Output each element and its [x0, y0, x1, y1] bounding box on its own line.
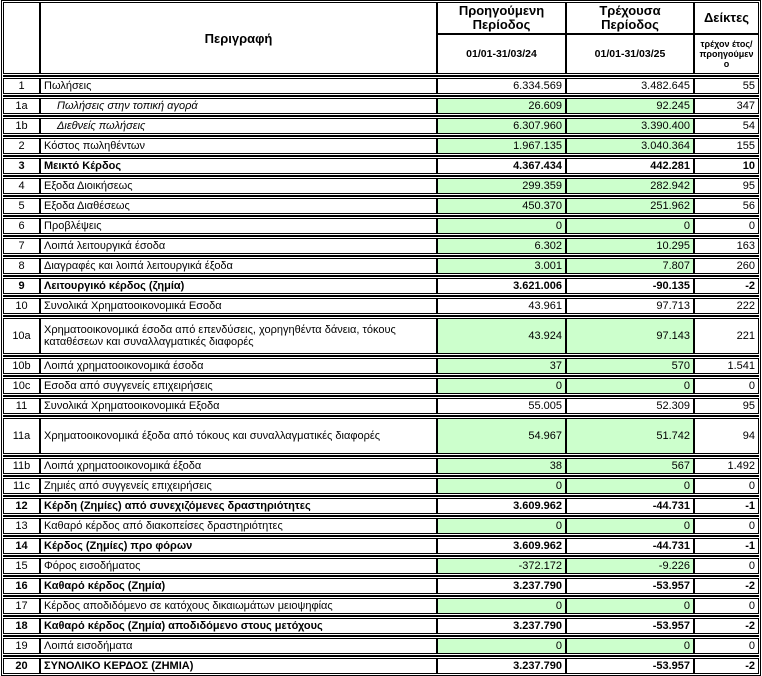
- value-index: 0: [695, 639, 758, 653]
- value-previous-period: 0: [438, 379, 565, 393]
- row-description: Καθαρό κέρδος (Ζημία) αποδιδόμενο στους μετόχους: [41, 619, 436, 633]
- row-description: Λοιπά λειτουργικά έσοδα: [41, 239, 436, 253]
- value-previous-period: 3.609.962: [438, 539, 565, 553]
- value-index: -2: [695, 279, 758, 293]
- row-description: Πωλήσεις στην τοπική αγορά: [41, 99, 436, 113]
- row-number: 11b: [4, 459, 39, 473]
- row-number: 7: [4, 239, 39, 253]
- value-current-period: 3.390.400: [567, 119, 693, 133]
- table-row: [3, 278, 759, 294]
- value-previous-period: 37: [438, 359, 565, 373]
- row-number: 2: [4, 139, 39, 153]
- value-current-period: 0: [567, 519, 693, 533]
- value-index: 221: [695, 319, 758, 353]
- value-previous-period: 43.924: [438, 319, 565, 353]
- value-previous-period: 3.237.790: [438, 659, 565, 673]
- table-row: [3, 398, 759, 414]
- value-index: 0: [695, 559, 758, 573]
- value-index: 0: [695, 219, 758, 233]
- row-separator: [3, 615, 759, 617]
- row-description: Κόστος πωληθέντων: [41, 139, 436, 153]
- row-number: 10b: [4, 359, 39, 373]
- row-description: ΣΥΝΟΛΙΚΟ ΚΕΡΔΟΣ (ΖΗΜΙΑ): [41, 659, 436, 673]
- row-description: Χρηματοοικονομικά έσοδα από επενδύσεις, χορηγηθέντα δάνεια, τόκους καταθέσεων και συναλλαγματικές διαφορές: [41, 319, 436, 353]
- row-description: Ζημιές από συγγενείς επιχειρήσεις: [41, 479, 436, 493]
- value-current-period: 0: [567, 479, 693, 493]
- value-current-period: 282.942: [567, 179, 693, 193]
- table-row: [3, 658, 759, 674]
- table-row: [3, 378, 759, 394]
- value-current-period: 567: [567, 459, 693, 473]
- value-index: 0: [695, 519, 758, 533]
- row-separator: [3, 455, 759, 457]
- row-separator: [3, 255, 759, 257]
- row-number: 10: [4, 299, 39, 313]
- row-description: Συνολικά Χρηματοοικονομικά Εσοδα: [41, 299, 436, 313]
- row-description: Λειτουργικό κέρδος (ζημία): [41, 279, 436, 293]
- indices-title: Δείκτες: [703, 10, 750, 25]
- row-description: Λοιπά χρηματοοικονομικά έξοδα: [41, 459, 436, 473]
- value-current-period: 97.143: [567, 319, 693, 353]
- row-separator: [3, 235, 759, 237]
- header-indices: [695, 3, 758, 73]
- value-previous-period: 299.359: [438, 179, 565, 193]
- value-index: 94: [695, 419, 758, 453]
- value-current-period: 97.713: [567, 299, 693, 313]
- indices-subtitle: τρέχον έτος/προηγούμενο: [699, 39, 754, 69]
- value-previous-period: 3.237.790: [438, 579, 565, 593]
- table-row: [3, 298, 759, 314]
- row-number: 1: [4, 79, 39, 93]
- value-current-period: 52.309: [567, 399, 693, 413]
- row-description: Μεικτό Κέρδος: [41, 159, 436, 173]
- value-previous-period: 38: [438, 459, 565, 473]
- row-number: 8: [4, 259, 39, 273]
- current-period-title: Τρέχουσα Περίοδος: [599, 3, 661, 32]
- value-index: 163: [695, 239, 758, 253]
- row-separator: [3, 515, 759, 517]
- row-number: 6: [4, 219, 39, 233]
- value-current-period: 0: [567, 379, 693, 393]
- table-row: [3, 478, 759, 494]
- row-separator: [3, 375, 759, 377]
- value-current-period: 51.742: [567, 419, 693, 453]
- value-current-period: -90.135: [567, 279, 693, 293]
- value-current-period: 3.040.364: [567, 139, 693, 153]
- row-separator: [3, 595, 759, 597]
- row-separator: [3, 575, 759, 577]
- table-row: [3, 598, 759, 614]
- table-row: [3, 158, 759, 174]
- row-description: Διεθνείς πωλήσεις: [41, 119, 436, 133]
- value-previous-period: 3.621.006: [438, 279, 565, 293]
- value-index: 1.541: [695, 359, 758, 373]
- row-description: Εσοδα από συγγενείς επιχειρήσεις: [41, 379, 436, 393]
- value-previous-period: 450.370: [438, 199, 565, 213]
- value-previous-period: 0: [438, 219, 565, 233]
- value-index: 10: [695, 159, 758, 173]
- value-index: 260: [695, 259, 758, 273]
- table-row: [3, 178, 759, 194]
- value-previous-period: 3.237.790: [438, 619, 565, 633]
- row-description: Λοιπά χρηματοοικονομικά έσοδα: [41, 359, 436, 373]
- value-current-period: -44.731: [567, 499, 693, 513]
- row-separator: [3, 135, 759, 137]
- previous-period-title: Προηγούμενη Περίοδος: [458, 3, 545, 32]
- row-separator: [3, 215, 759, 217]
- value-index: 347: [695, 99, 758, 113]
- table-row: [3, 198, 759, 214]
- row-number: 17: [4, 599, 39, 613]
- row-number: 15: [4, 559, 39, 573]
- row-separator: [3, 275, 759, 277]
- table-row: [3, 558, 759, 574]
- value-index: 0: [695, 599, 758, 613]
- value-index: -2: [695, 659, 758, 673]
- value-previous-period: 6.307.960: [438, 119, 565, 133]
- income-statement-table: [1, 0, 761, 676]
- header-previous-period: [438, 3, 565, 73]
- table-row: [3, 138, 759, 154]
- table-row: [3, 498, 759, 514]
- row-separator: [3, 475, 759, 477]
- value-index: -1: [695, 499, 758, 513]
- row-description: Κέρδος (Ζημίες) προ φόρων: [41, 539, 436, 553]
- row-separator: [3, 535, 759, 537]
- row-description: Εξοδα Διοικήσεως: [41, 179, 436, 193]
- table-row: [3, 258, 759, 274]
- table-row: [3, 418, 759, 454]
- row-number: 4: [4, 179, 39, 193]
- value-index: 95: [695, 399, 758, 413]
- row-separator: [3, 295, 759, 297]
- header-row-number-cell: [4, 3, 39, 73]
- row-description: Λοιπά εισοδήματα: [41, 639, 436, 653]
- table-row: [3, 578, 759, 594]
- value-current-period: 251.962: [567, 199, 693, 213]
- row-description: Προβλέψεις: [41, 219, 436, 233]
- row-number: 20: [4, 659, 39, 673]
- table-body: [3, 75, 759, 674]
- table-row: [3, 78, 759, 94]
- row-number: 11: [4, 399, 39, 413]
- value-previous-period: 55.005: [438, 399, 565, 413]
- value-current-period: -53.957: [567, 659, 693, 673]
- value-current-period: 442.281: [567, 159, 693, 173]
- value-previous-period: 3.609.962: [438, 499, 565, 513]
- row-separator: [3, 495, 759, 497]
- value-current-period: 3.482.645: [567, 79, 693, 93]
- value-index: 95: [695, 179, 758, 193]
- row-description: Καθαρό κέρδος από διακοπείσες δραστηριότητες: [41, 519, 436, 533]
- table-row: [3, 118, 759, 134]
- value-previous-period: 54.967: [438, 419, 565, 453]
- table-row: [3, 318, 759, 354]
- value-previous-period: 43.961: [438, 299, 565, 313]
- row-separator: [3, 115, 759, 117]
- row-number: 16: [4, 579, 39, 593]
- row-description: Διαγραφές και λοιπά λειτουργικά έξοδα: [41, 259, 436, 273]
- row-description: Χρηματοοικονομικά έξοδα από τόκους και συναλλαγματικές διαφορές: [41, 419, 436, 453]
- value-previous-period: 0: [438, 519, 565, 533]
- row-description: Εξοδα Διαθέσεως: [41, 199, 436, 213]
- value-current-period: -53.957: [567, 579, 693, 593]
- value-index: 55: [695, 79, 758, 93]
- value-index: -1: [695, 539, 758, 553]
- row-number: 1b: [4, 119, 39, 133]
- row-number: 14: [4, 539, 39, 553]
- row-description: Κέρδη (Ζημίες) από συνεχιζόμενες δραστηριότητες: [41, 499, 436, 513]
- row-description: Φόρος εισοδήματος: [41, 559, 436, 573]
- row-separator: [3, 195, 759, 197]
- row-number: 11c: [4, 479, 39, 493]
- table-row: [3, 618, 759, 634]
- row-description: Συνολικά Χρηματοοικονομικά Εξοδα: [41, 399, 436, 413]
- table-row: [3, 538, 759, 554]
- row-number: 11a: [4, 419, 39, 453]
- value-current-period: 92.245: [567, 99, 693, 113]
- row-number: 3: [4, 159, 39, 173]
- value-previous-period: -372.172: [438, 559, 565, 573]
- row-number: 19: [4, 639, 39, 653]
- value-index: 54: [695, 119, 758, 133]
- row-separator: [3, 95, 759, 97]
- value-previous-period: 6.334.569: [438, 79, 565, 93]
- row-number: 5: [4, 199, 39, 213]
- row-number: 12: [4, 499, 39, 513]
- row-description: Πωλήσεις: [41, 79, 436, 93]
- header-description: Περιγραφή: [41, 3, 436, 73]
- value-current-period: 10.295: [567, 239, 693, 253]
- header-current-period: [567, 3, 693, 73]
- value-current-period: 0: [567, 599, 693, 613]
- row-description: Καθαρό κέρδος (Ζημία): [41, 579, 436, 593]
- table-row: [3, 98, 759, 114]
- value-current-period: -44.731: [567, 539, 693, 553]
- table-row: [3, 518, 759, 534]
- value-current-period: 0: [567, 219, 693, 233]
- table-row: [3, 638, 759, 654]
- value-current-period: -9.226: [567, 559, 693, 573]
- row-separator: [3, 415, 759, 417]
- table-row: [3, 238, 759, 254]
- value-index: -2: [695, 619, 758, 633]
- table-row: [3, 358, 759, 374]
- value-previous-period: 26.609: [438, 99, 565, 113]
- value-previous-period: 4.367.434: [438, 159, 565, 173]
- row-separator: [3, 555, 759, 557]
- row-description: Κέρδος αποδιδόμενο σε κατόχους δικαιωμάτων μειοψηφίας: [41, 599, 436, 613]
- row-number: 18: [4, 619, 39, 633]
- row-separator: [3, 175, 759, 177]
- value-current-period: 0: [567, 639, 693, 653]
- value-previous-period: 1.967.135: [438, 139, 565, 153]
- row-separator: [3, 155, 759, 157]
- value-current-period: 7.807: [567, 259, 693, 273]
- row-separator: [3, 315, 759, 317]
- row-separator: [3, 655, 759, 657]
- row-separator: [3, 635, 759, 637]
- row-separator: [3, 395, 759, 397]
- row-number: 1a: [4, 99, 39, 113]
- value-current-period: 570: [567, 359, 693, 373]
- value-index: -2: [695, 579, 758, 593]
- row-separator: [3, 355, 759, 357]
- row-separator: [3, 75, 759, 77]
- table-header: [3, 2, 759, 74]
- value-index: 222: [695, 299, 758, 313]
- value-previous-period: 0: [438, 639, 565, 653]
- row-number: 13: [4, 519, 39, 533]
- value-current-period: -53.957: [567, 619, 693, 633]
- value-previous-period: 3.001: [438, 259, 565, 273]
- row-number: 10c: [4, 379, 39, 393]
- current-period-range: 01/01-31/03/25: [594, 48, 666, 60]
- value-index: 0: [695, 379, 758, 393]
- row-number: 9: [4, 279, 39, 293]
- table-row: [3, 218, 759, 234]
- row-number: 10a: [4, 319, 39, 353]
- value-index: 56: [695, 199, 758, 213]
- value-index: 0: [695, 479, 758, 493]
- table-row: [3, 458, 759, 474]
- previous-period-range: 01/01-31/03/24: [466, 48, 537, 60]
- value-index: 1.492: [695, 459, 758, 473]
- value-index: 155: [695, 139, 758, 153]
- value-previous-period: 6.302: [438, 239, 565, 253]
- value-previous-period: 0: [438, 599, 565, 613]
- value-previous-period: 0: [438, 479, 565, 493]
